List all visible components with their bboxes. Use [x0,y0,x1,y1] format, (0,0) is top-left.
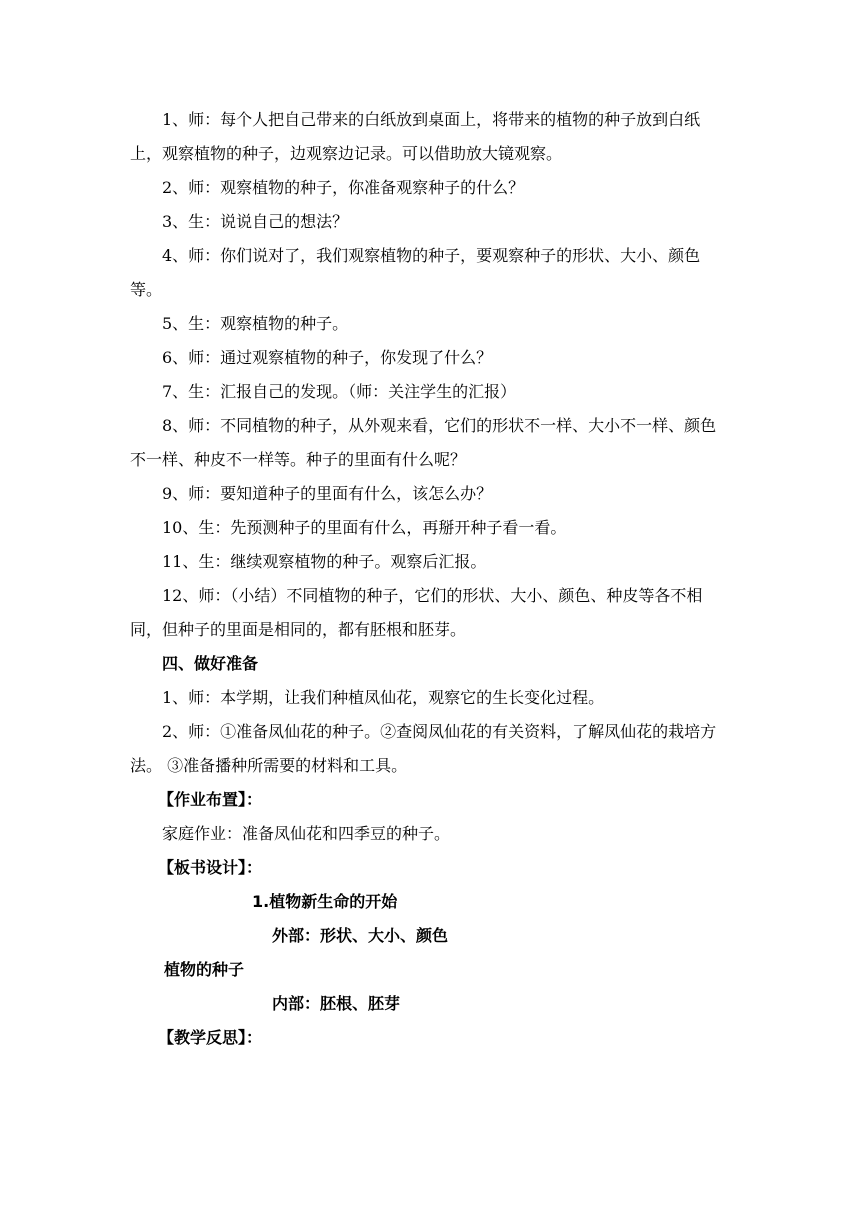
lesson-step-10: 10、生：先预测种子的里面有什么，再掰开种子看一看。 [162,518,567,537]
lesson-step-5: 5、生：观察植物的种子。 [162,314,349,333]
reflection-heading: 【教学反思】： [158,1028,263,1047]
lesson-step-7: 7、生：汇报自己的发现。（师：关注学生的汇报） [162,382,517,401]
homework-text: 家庭作业：准备凤仙花和四季豆的种子。 [162,824,451,843]
prepare-step-2: 2、师：①准备凤仙花的种子。②查阅凤仙花的有关资料，了解凤仙花的栽培方法。 ③准备播种所需要的材料和工具。 [130,722,717,775]
board-title: 1.植物新生命的开始 [252,892,398,911]
lesson-step-2: 2、师：观察植物的种子，你准备观察种子的什么？ [162,178,525,197]
board-heading: 【板书设计】： [158,858,263,877]
lesson-step-12: 12、师：（小结）不同植物的种子，它们的形状、大小、颜色、种皮等各不相同，但种子的里面是相同的，都有胚根和胚芽。 [130,586,703,639]
board-inner-features: 内部：胚根、胚芽 [272,994,401,1013]
lesson-step-4: 4、师：你们说对了，我们观察植物的种子，要观察种子的形状、大小、颜色等。 [130,246,701,299]
prepare-step-1: 1、师：本学期，让我们种植凤仙花，观察它的生长变化过程。 [162,688,605,707]
board-subject: 植物的种子 [164,960,245,979]
board-outer-features: 外部：形状、大小、颜色 [272,926,449,945]
section-heading-prepare: 四、做好准备 [162,654,259,673]
lesson-step-6: 6、师：通过观察植物的种子，你发现了什么？ [162,348,493,367]
lesson-step-3: 3、生：说说自己的想法？ [162,212,349,231]
lesson-step-8: 8、师：不同植物的种子，从外观来看，它们的形状不一样、大小不一样、颜色不一样、种皮不一样等。种子的里面有什么呢？ [130,416,717,469]
lesson-step-1: 1、师：每个人把自己带来的白纸放到桌面上，将带来的植物的种子放到白纸上，观察植物的种子，边观察边记录。可以借助放大镜观察。 [130,110,701,163]
lesson-step-11: 11、生：继续观察植物的种子。观察后汇报。 [162,552,487,571]
homework-heading: 【作业布置】： [158,790,263,809]
lesson-step-9: 9、师：要知道种子的里面有什么，该怎么办？ [162,484,493,503]
